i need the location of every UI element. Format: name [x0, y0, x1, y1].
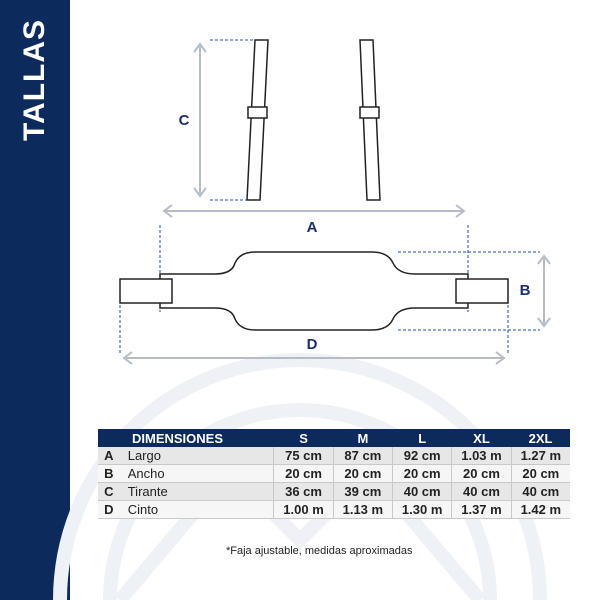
- value-cell: 40 cm: [393, 483, 452, 501]
- row-letter: C: [98, 483, 120, 501]
- dimension-b-label: B: [519, 282, 531, 299]
- value-cell: 20 cm: [274, 465, 333, 483]
- header-size-l: L: [393, 429, 452, 447]
- header-size-2xl: 2XL: [511, 429, 570, 447]
- value-cell: 20 cm: [333, 465, 392, 483]
- row-label: Largo: [120, 447, 274, 465]
- value-cell: 20 cm: [452, 465, 511, 483]
- value-cell: 75 cm: [274, 447, 333, 465]
- right-strap: [360, 40, 380, 200]
- row-letter: D: [98, 501, 120, 519]
- table-row: [98, 501, 570, 519]
- value-cell: 20 cm: [511, 465, 570, 483]
- row-letter: A: [98, 447, 120, 465]
- row-letter: B: [98, 465, 120, 483]
- value-cell: 36 cm: [274, 483, 333, 501]
- belt-body: [160, 252, 468, 330]
- size-table: [98, 429, 570, 519]
- header-size-m: M: [333, 429, 392, 447]
- page-title: TALLAS: [18, 18, 51, 142]
- dimension-d-label: D: [306, 336, 318, 353]
- footnote: *Faja ajustable, medidas aproximadas: [226, 545, 413, 557]
- left-buckle: [120, 279, 172, 303]
- header-size-xl: XL: [452, 429, 511, 447]
- value-cell: 1.37 m: [452, 501, 511, 519]
- value-cell: 1.27 m: [511, 447, 570, 465]
- table-row: [98, 483, 570, 501]
- left-strap: [247, 40, 268, 200]
- value-cell: 39 cm: [333, 483, 392, 501]
- table-row: [98, 465, 570, 483]
- value-cell: 1.30 m: [393, 501, 452, 519]
- value-cell: 1.42 m: [511, 501, 570, 519]
- table-row: [98, 447, 570, 465]
- row-label: Cinto: [120, 501, 274, 519]
- dimension-a-label: A: [306, 219, 318, 236]
- header-size-s: S: [274, 429, 333, 447]
- value-cell: 1.00 m: [274, 501, 333, 519]
- value-cell: 1.13 m: [333, 501, 392, 519]
- table-header-row: [98, 429, 570, 447]
- value-cell: 92 cm: [393, 447, 452, 465]
- value-cell: 20 cm: [393, 465, 452, 483]
- value-cell: 1.03 m: [452, 447, 511, 465]
- value-cell: 40 cm: [452, 483, 511, 501]
- header-dimensiones: DIMENSIONES: [98, 429, 274, 447]
- value-cell: 40 cm: [511, 483, 570, 501]
- right-buckle: [456, 279, 508, 303]
- dimension-c-label: C: [178, 112, 190, 129]
- value-cell: 87 cm: [333, 447, 392, 465]
- row-label: Tirante: [120, 483, 274, 501]
- row-label: Ancho: [120, 465, 274, 483]
